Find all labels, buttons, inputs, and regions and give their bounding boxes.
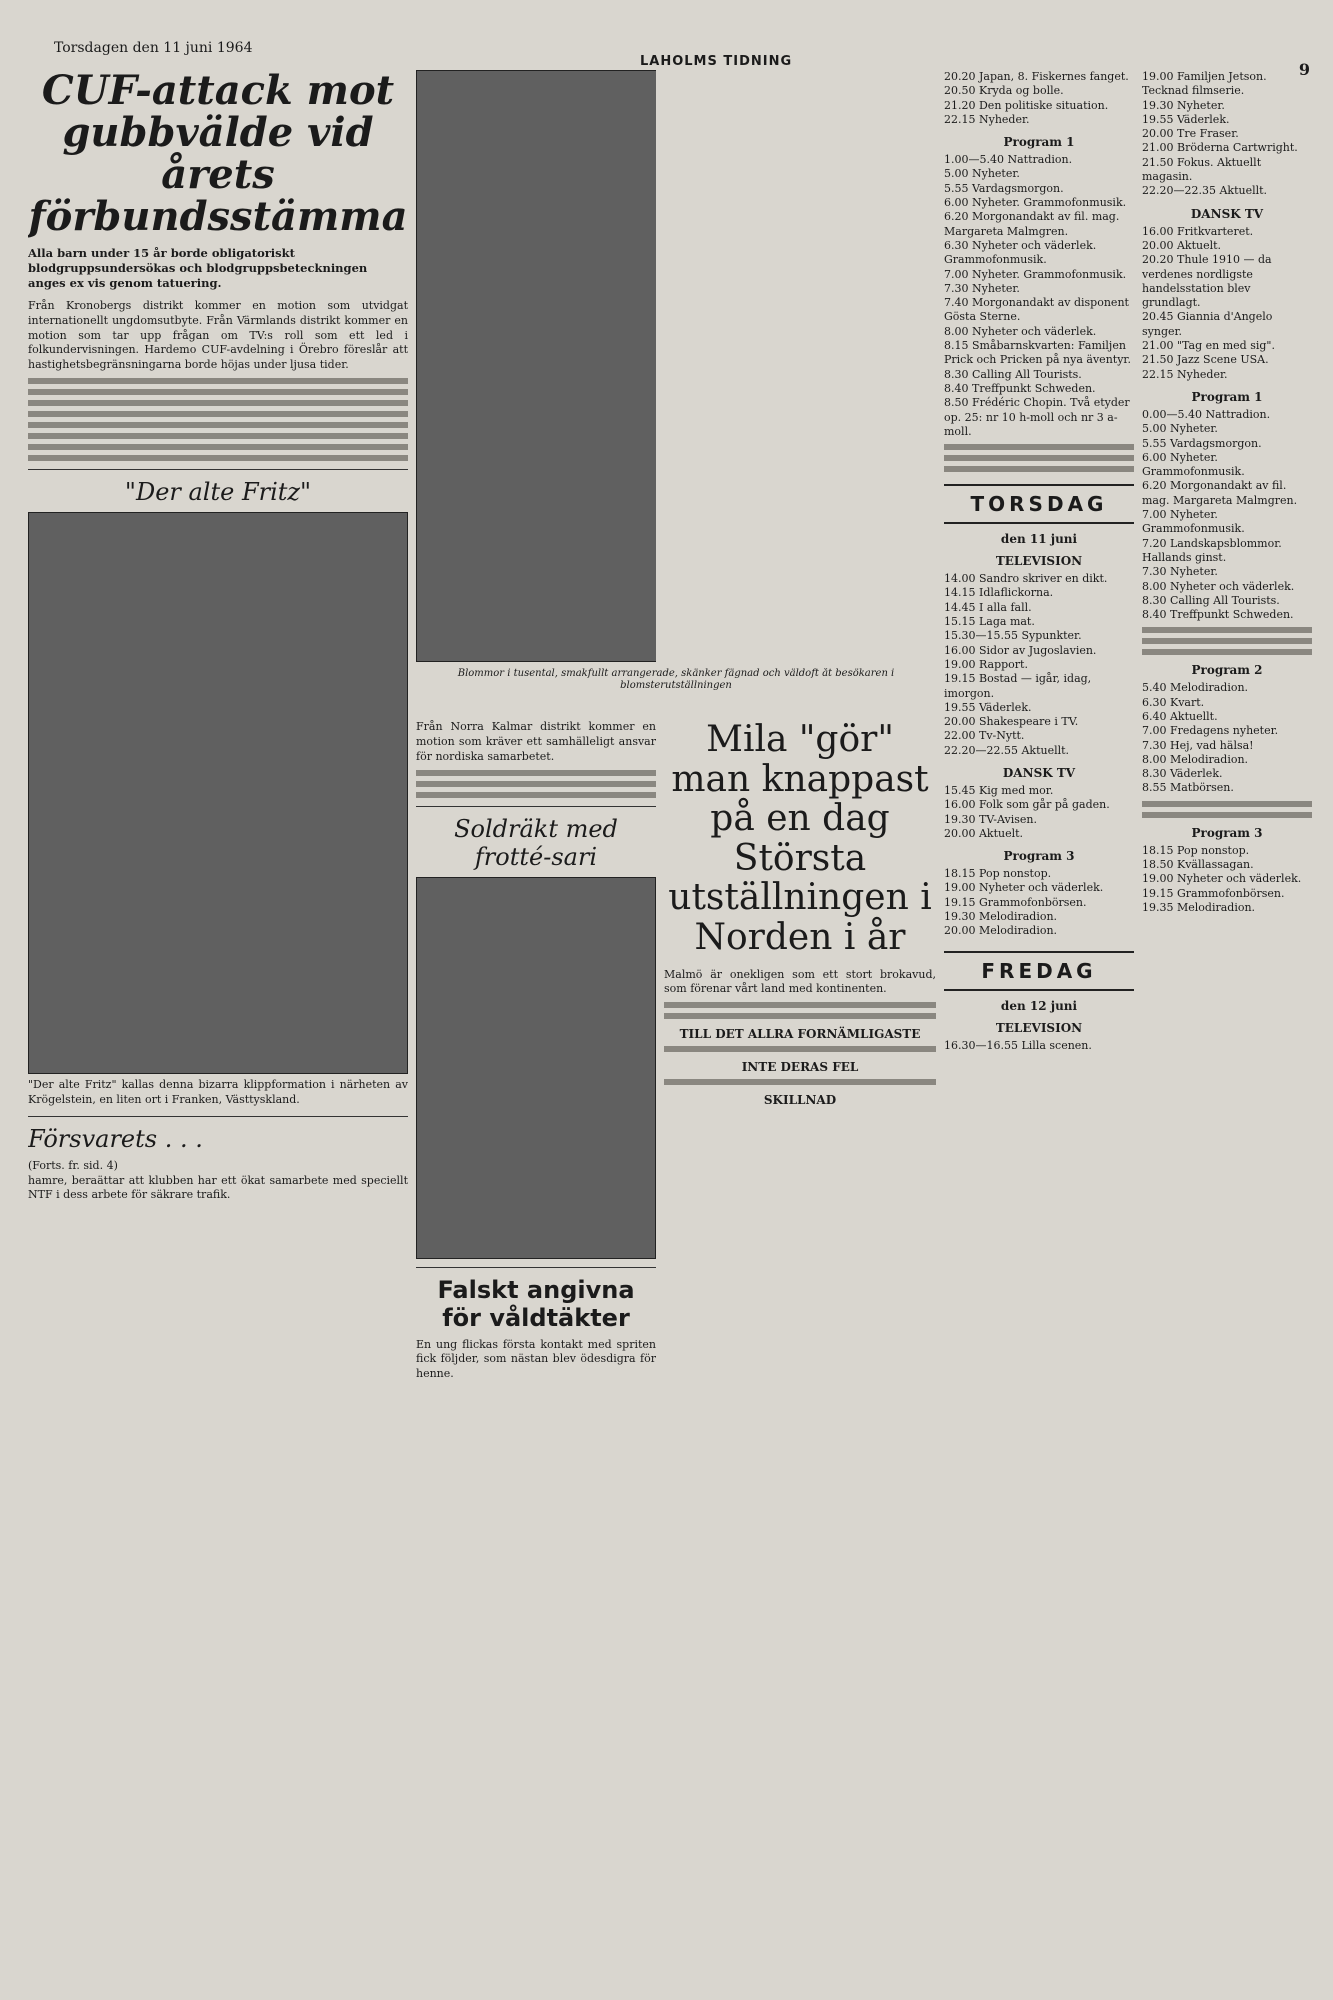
column-1 <box>28 70 408 1960</box>
dansk-tv-heading: DANSK TV <box>1002 765 1076 780</box>
text-block <box>28 389 408 395</box>
photo-sari-model <box>416 877 656 1259</box>
text-block <box>28 422 408 428</box>
listing-line: 18.50 Kvällassagan. <box>1142 858 1254 872</box>
article-falskt: En ung flickas första kontakt med spriten fick följder, som nästan blev ödesdigra för henne. <box>416 1337 656 1381</box>
text-block <box>1142 638 1312 644</box>
listing-line: 8.15 Småbarnskvarten: Familjen Prick och Pricken på nya äventyr. <box>944 339 1131 367</box>
listing-line: 7.30 Nyheter. <box>944 281 1020 295</box>
forsvarets-note: (Forts. fr. sid. 4) <box>28 1158 118 1172</box>
column-2-lower <box>416 720 656 1960</box>
listing-line: 21.50 Jazz Scene USA. <box>1142 353 1269 367</box>
listing-line: 14.00 Sandro skriver en dikt. <box>944 572 1108 586</box>
text-block <box>416 792 656 798</box>
text-block <box>944 444 1134 450</box>
fredag-date: den 12 juni <box>1000 998 1078 1013</box>
text-block <box>944 466 1134 472</box>
listing-line: 8.55 Matbörsen. <box>1142 781 1234 795</box>
listing-line: 19.00 Nyheter och väderlek. <box>1142 872 1302 886</box>
text-block <box>664 1079 936 1085</box>
listing-line: 20.00 Tre Fraser. <box>1142 127 1239 141</box>
listing-line: 22.15 Nyheder. <box>1142 367 1228 381</box>
headline-alte-fritz: "Der alte Fritz" <box>124 478 312 507</box>
listing-line: 8.30 Calling All Tourists. <box>1142 593 1280 607</box>
listing-line: 7.00 Nyheter. Grammofonmusik. <box>944 267 1127 281</box>
listing-line: 7.00 Fredagens nyheter. <box>1142 724 1279 738</box>
listing-line: 0.00—5.40 Nattradion. <box>1142 407 1271 421</box>
fredag-heading: FREDAG <box>944 951 1134 991</box>
fredag-line: 16.30—16.55 Lilla scenen. <box>944 1038 1092 1052</box>
listing-line: 20.45 Giannia d'Angelo synger. <box>1142 310 1273 338</box>
listing-line: 21.00 "Tag en med sig". <box>1142 339 1275 353</box>
listing-line: 8.30 Calling All Tourists. <box>944 367 1082 381</box>
program-3-list <box>944 867 1134 938</box>
listing-line: 15.30—15.55 Sypunkter. <box>944 629 1082 643</box>
listing-line: 1.00—5.40 Nattradion. <box>944 153 1073 167</box>
listing-line: 5.55 Vardagsmorgon. <box>944 181 1064 195</box>
column-4 <box>944 70 1134 1960</box>
text-block <box>664 1002 936 1008</box>
listing-line: 14.45 I alla fall. <box>944 600 1032 614</box>
listing-line: 7.20 Landskapsblommor. Hallands ginst. <box>1142 536 1282 564</box>
listing-line: 8.40 Treffpunkt Schweden. <box>1142 608 1294 622</box>
text-block <box>28 433 408 439</box>
photo-rock-formation <box>28 512 408 1074</box>
subhead-skillnad: SKILLNAD <box>763 1093 837 1108</box>
listing-line: 18.15 Pop nonstop. <box>1142 843 1250 857</box>
listing-line: 19.15 Grammofonbörsen. <box>944 895 1087 909</box>
article-kalmar: Från Norra Kalmar distrikt kommer en motion som kräver ett samhälleligt ansvar för nordiska samarbetet. <box>416 720 656 763</box>
listing-line: 18.15 Pop nonstop. <box>944 867 1052 881</box>
program-2-heading: Program 2 <box>1191 663 1263 678</box>
page-number: 9 <box>1298 60 1310 79</box>
article-cuf: Från Kronobergs distrikt kommer en motion som utvidgat internationellt ungdomsutbyte. Från Värmlands distrikt kommer en motion som tar upp frågan om TV:s roll som ett led i folkundervisningen. Hardemo CUF-avdelning i Örebro föreslår att hastighetsbegränsningarna borde höjas under ljusa tider. <box>28 298 408 372</box>
listing-line: 20.50 Kryda og bolle. <box>944 84 1064 98</box>
issue-date: Torsdagen den 11 juni 1964 <box>54 40 253 56</box>
listing-line: 20.00 Aktuelt. <box>944 826 1024 840</box>
text-block <box>1142 627 1312 633</box>
listing-line: 6.20 Morgonandakt av fil. mag. Margareta Malmgren. <box>1142 479 1298 507</box>
listing-line: 21.00 Bröderna Cartwright. <box>1142 141 1298 155</box>
television-heading: TELEVISION <box>995 554 1083 569</box>
listing-line: 16.00 Sidor av Jugoslavien. <box>944 643 1097 657</box>
text-block <box>28 400 408 406</box>
listing-line: 8.40 Treffpunkt Schweden. <box>944 381 1096 395</box>
listing-line: 19.35 Melodiradion. <box>1142 900 1256 914</box>
listing-line: 5.55 Vardagsmorgon. <box>1142 436 1262 450</box>
text-block <box>28 455 408 461</box>
dansk-tv-heading-2: DANSK TV <box>1190 206 1264 221</box>
headline-mila: Mila "gör" man knappast på en dag Största utställningen i Norden i år <box>668 720 932 958</box>
text-block <box>1142 812 1312 818</box>
listing-line: 8.00 Nyheter och väderlek. <box>944 324 1097 338</box>
masthead: LAHOLMS TIDNING <box>640 54 793 69</box>
listing-line: 7.30 Hej, vad hälsa! <box>1142 738 1254 752</box>
program-1-list <box>944 153 1134 439</box>
listing-line: 8.50 Frédéric Chopin. Två etyder op. 25: nr 10 h-moll och nr 3 a-moll. <box>944 396 1130 438</box>
subhead-inte-deras-fel: INTE DERAS FEL <box>741 1060 859 1075</box>
lead-cuf: Alla barn under 15 år borde obligatoriskt blodgruppsundersökas och blodgruppsbeteckningen anges ex vis genom tatuering. <box>28 246 368 290</box>
text-block <box>1142 801 1312 807</box>
listing-line: 6.20 Morgonandakt av fil. mag. Margareta Malmgren. <box>944 210 1120 238</box>
listing-line: 5.00 Nyheter. <box>1142 422 1218 436</box>
listing-line: 16.00 Fritkvarteret. <box>1142 224 1254 238</box>
listing-line: 22.20—22.35 Aktuellt. <box>1142 184 1268 198</box>
text-block <box>664 1013 936 1019</box>
text-block <box>28 411 408 417</box>
listing-line: 22.00 Tv-Nytt. <box>944 729 1025 743</box>
listing-line: 19.30 Melodiradion. <box>944 910 1058 924</box>
listing-line: 7.00 Nyheter. Grammofonmusik. <box>1142 508 1245 536</box>
listing-line: 22.20—22.55 Aktuellt. <box>944 743 1070 757</box>
column-5 <box>1142 70 1312 1960</box>
listing-line: 19.00 Rapport. <box>944 657 1028 671</box>
listing-line: 19.00 Nyheter och väderlek. <box>944 881 1104 895</box>
listing-line: 19.55 Väderlek. <box>1142 112 1230 126</box>
program-3-heading-2: Program 3 <box>1191 825 1263 840</box>
photo-flower-exhibition <box>416 70 656 662</box>
torsdag-heading: TORSDAG <box>944 484 1134 524</box>
program-3-heading: Program 3 <box>1003 849 1075 864</box>
article-forsvarets: hamre, beraättar att klubben har ett ökat samarbete med speciellt NTF i dess arbete för säkrare trafik. <box>28 1173 408 1202</box>
headline-cuf: CUF-attack mot gubbvälde vid årets förbundsstämma <box>28 70 408 240</box>
listing-line: 14.15 Idlaflickorna. <box>944 586 1054 600</box>
text-block <box>416 770 656 776</box>
listing-line: 19.30 TV-Avisen. <box>944 812 1037 826</box>
listing-line: 16.00 Folk som går på gaden. <box>944 798 1110 812</box>
listing-line: 20.00 Melodiradion. <box>944 924 1058 938</box>
listing-line: 7.40 Morgonandakt av disponent Gösta Sterne. <box>944 296 1129 324</box>
text-block <box>416 781 656 787</box>
listing-line: 15.45 Kig med mor. <box>944 783 1054 797</box>
listing-line: 21.50 Fokus. Aktuellt magasin. <box>1142 155 1262 184</box>
listing-line: 5.40 Melodiradion. <box>1142 681 1249 695</box>
listing-line: 22.15 Nyheder. <box>944 112 1030 126</box>
tv-list <box>944 572 1134 758</box>
subhead-fornamligaste: TILL DET ALLRA FORNÄMLIGASTE <box>679 1027 921 1042</box>
listing-line: 20.20 Japan, 8. Fiskernes fanget. <box>944 70 1129 83</box>
listing-line: 20.00 Shakespeare i TV. <box>944 715 1079 729</box>
listing-line: 8.00 Nyheter och väderlek. <box>1142 579 1295 593</box>
text-block <box>28 444 408 450</box>
listing-line: 6.00 Nyheter. Grammofonmusik. <box>944 196 1127 210</box>
headline-soldrakt: Soldräkt med frotté-sari <box>454 814 618 871</box>
listing-line: 6.40 Aktuellt. <box>1142 709 1218 723</box>
listing-line: 20.20 Thule 1910 — da verdenes nordligste handelsstation blev grundlagt. <box>1142 253 1272 310</box>
fredag-tv-heading: TELEVISION <box>995 1020 1083 1035</box>
listing-line: 6.30 Nyheter och väderlek. Grammofonmusik. <box>944 238 1097 267</box>
dansk-tv-list-2 <box>1142 225 1312 382</box>
tv-top-list <box>944 70 1134 127</box>
listing-line: 5.00 Nyheter. <box>944 167 1020 181</box>
tv-top-list-2 <box>1142 70 1312 199</box>
listing-line: 19.30 Nyheter. <box>1142 98 1225 112</box>
listing-line: 21.20 Den politiske situation. <box>944 98 1109 112</box>
listing-line: 8.30 Väderlek. <box>1142 767 1223 781</box>
listing-line: 6.00 Nyheter. Grammofonmusik. <box>1142 450 1245 479</box>
text-block <box>944 455 1134 461</box>
listing-line: 19.55 Väderlek. <box>944 700 1032 714</box>
program-3-list-2 <box>1142 844 1312 915</box>
dansk-tv-list <box>944 784 1134 841</box>
headline-forsvarets: Försvarets . . . <box>28 1124 203 1153</box>
listing-line: 19.15 Grammofonbörsen. <box>1142 886 1285 900</box>
listing-line: 7.30 Nyheter. <box>1142 565 1218 579</box>
listing-line: 8.00 Melodiradion. <box>1142 752 1249 766</box>
listing-line: 19.15 Bostad — igår, idag, imorgon. <box>944 672 1092 700</box>
listing-line: 20.00 Aktuelt. <box>1142 238 1222 252</box>
headline-falskt: Falskt angivna för våldtäkter <box>437 1275 635 1332</box>
program-1-heading-2: Program 1 <box>1191 389 1263 404</box>
text-block <box>28 378 408 384</box>
program-1-heading: Program 1 <box>1003 135 1075 150</box>
listing-line: 6.30 Kvart. <box>1142 695 1205 709</box>
listing-line: 19.00 Familjen Jetson. Tecknad filmserie. <box>1142 70 1267 98</box>
caption-flowers: Blommor i tusental, smakfullt arrangerade, skänker fägnad och väldoft åt besökaren i blomsterutställningen <box>457 668 895 691</box>
column-3 <box>664 720 936 1960</box>
photo-caption-block <box>416 668 936 708</box>
text-block <box>664 1046 936 1052</box>
program-1-list-2 <box>1142 408 1312 622</box>
text-block <box>1142 649 1312 655</box>
listing-line: 15.15 Laga mat. <box>944 615 1035 629</box>
caption-alte-fritz: "Der alte Fritz" kallas denna bizarra klippformation i närheten av Krögelstein, en liten ort i Franken, Västtyskland. <box>28 1078 408 1106</box>
program-2-list <box>1142 681 1312 795</box>
article-mila: Malmö är onekligen som ett stort brokavud, som förenar vårt land med kontinenten. <box>664 967 936 996</box>
torsdag-date: den 11 juni <box>1000 532 1078 547</box>
